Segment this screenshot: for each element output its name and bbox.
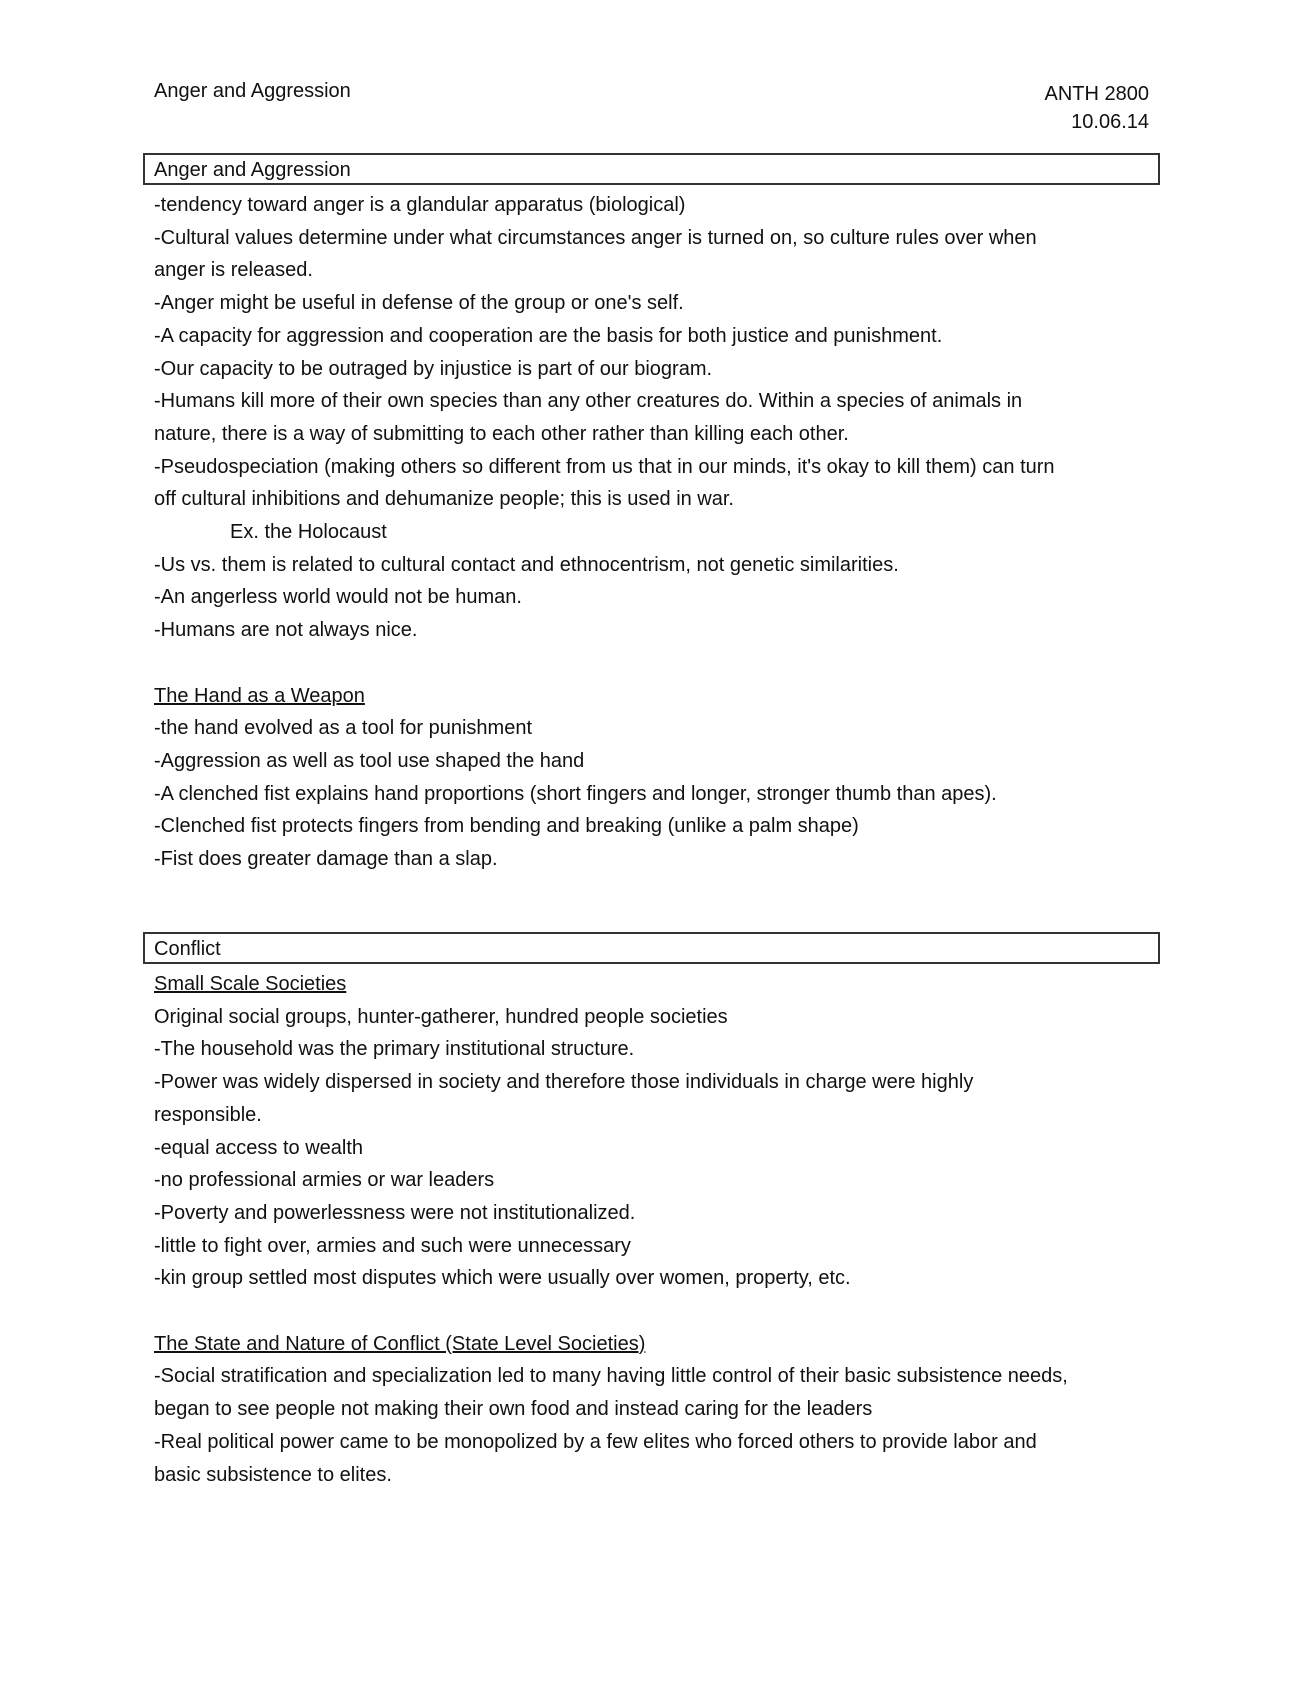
section1-body — [154, 189, 1154, 876]
note-line: responsible. — [154, 1103, 262, 1126]
note-line: -kin group settled most disputes which were usually over women, property, etc. — [154, 1267, 851, 1290]
note-line: -An angerless world would not be human. — [154, 586, 522, 609]
note-line: -The household was the primary institutional structure. — [154, 1038, 635, 1061]
note-line: -Clenched fist protects fingers from bending and breaking (unlike a palm shape) — [154, 815, 859, 838]
note-line: -A capacity for aggression and cooperation are the basis for both justice and punishment. — [154, 324, 943, 347]
note-line: -Humans kill more of their own species than any other creatures do. Within a species of animals in — [154, 390, 1023, 413]
note-line: -tendency toward anger is a glandular apparatus (biological) — [154, 194, 686, 216]
subheading: Small Scale Societies — [154, 973, 347, 995]
note-line: -Cultural values determine under what circumstances anger is turned on, so culture rules over when — [154, 226, 1037, 249]
note-line: -no professional armies or war leaders — [154, 1169, 495, 1192]
note-line: -Power was widely dispersed in society and therefore those individuals in charge were highly — [154, 1071, 974, 1094]
note-line: -the hand evolved as a tool for punishment — [154, 717, 533, 740]
note-line: -Real political power came to be monopolized by a few elites who forced others to provide labor and — [154, 1430, 1037, 1453]
note-line: anger is released. — [154, 259, 313, 282]
note-line: -Social stratification and specialization led to many having little control of their basic subsistence needs, — [154, 1365, 1068, 1388]
note-line: -Fist does greater damage than a slap. — [154, 848, 498, 871]
section2-body — [154, 968, 1154, 1491]
note-line: Original social groups, hunter-gatherer, hundred people societies — [154, 1005, 728, 1028]
section-heading-box: Anger and Aggression — [143, 153, 1160, 185]
note-line: -Humans are not always nice. — [154, 619, 418, 642]
note-date: 10.06.14 — [1071, 111, 1149, 133]
note-line: began to see people not making their own food and instead caring for the leaders — [154, 1398, 873, 1421]
note-line: nature, there is a way of submitting to each other rather than killing each other. — [154, 422, 849, 445]
header-title: Anger and Aggression — [154, 80, 351, 102]
note-line: -A clenched fist explains hand proportions (short fingers and longer, stronger thumb than apes). — [154, 782, 997, 805]
note-line: -Our capacity to be outraged by injustice is part of our biogram. — [154, 357, 713, 380]
note-line: -Pseudospeciation (making others so different from us that in our minds, it's okay to kill them) can turn — [154, 455, 1055, 478]
header-meta — [1045, 80, 1150, 136]
example-line: Ex. the Holocaust — [230, 521, 387, 544]
note-line: -equal access to wealth — [154, 1136, 364, 1159]
subheading: The State and Nature of Conflict (State Level Societies) — [154, 1332, 646, 1355]
note-line: -little to fight over, armies and such were unnecessary — [154, 1234, 631, 1257]
note-line: -Poverty and powerlessness were not institutionalized. — [154, 1201, 636, 1224]
note-line: -Us vs. them is related to cultural contact and ethnocentrism, not genetic similarities. — [154, 553, 899, 576]
course-code: ANTH 2800 — [1044, 83, 1149, 105]
note-line: -Aggression as well as tool use shaped the hand — [154, 749, 585, 772]
note-line: off cultural inhibitions and dehumanize people; this is used in war. — [154, 488, 734, 511]
note-line: -Anger might be useful in defense of the group or one's self. — [154, 292, 684, 315]
note-line: basic subsistence to elites. — [154, 1463, 392, 1486]
section-heading-box: Conflict — [143, 932, 1160, 964]
subheading: The Hand as a Weapon — [154, 684, 365, 707]
